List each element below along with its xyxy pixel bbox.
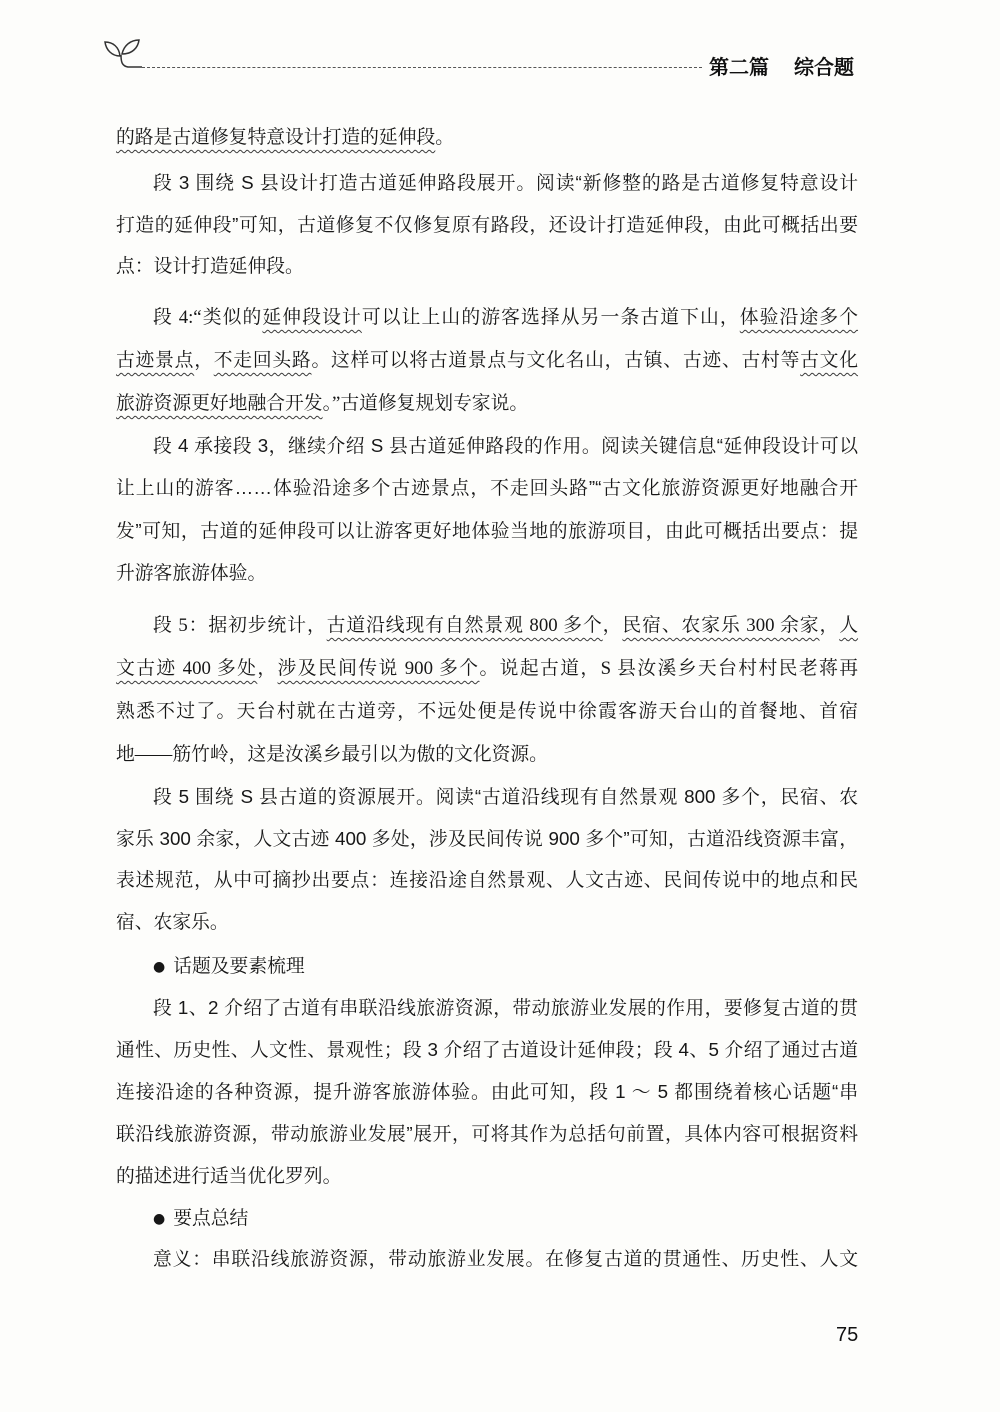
underlined-phrase: 的路是古道修复特意设计打造的延伸段 <box>116 127 436 148</box>
text-segment: ， <box>602 615 623 636</box>
text-line <box>116 204 858 246</box>
text-line <box>116 1238 858 1280</box>
text-line <box>116 1113 858 1155</box>
text-line <box>116 1155 858 1197</box>
text-segment: 升游客旅游体验。 <box>116 561 267 583</box>
text-segment: 打造的延伸段”可知，古道修复不仅修复原有路段，还设计打造延伸段，由此可概括出要 <box>116 213 858 235</box>
text-line <box>116 1029 858 1071</box>
text-segment: ， <box>819 615 840 636</box>
underlined-phrase: 旅游资源更好地融合开发 <box>116 393 323 414</box>
analysis-paragraph <box>116 1238 858 1280</box>
page-number: 75 <box>836 1324 859 1346</box>
text-line <box>116 733 858 776</box>
text-segment: 宿、农家乐。 <box>116 911 229 933</box>
text-line <box>116 296 858 339</box>
text-line <box>116 987 858 1029</box>
text-segment: ， <box>257 658 278 679</box>
text-segment: 的描述进行适当优化罗列。 <box>116 1165 342 1186</box>
text-segment: 。”古道修复规划专家说。 <box>322 393 529 414</box>
text-line <box>116 776 858 818</box>
section-heading-text: 要点总结 <box>173 1207 249 1228</box>
text-segment: 段 4:“类似的 <box>153 307 263 328</box>
section-heading <box>116 1197 895 1241</box>
text-line <box>116 382 858 425</box>
text-line <box>116 1071 858 1113</box>
text-segment: 段 1、2 介绍了古道有串联沿线旅游资源，带动旅游业发展的作用，要修复古道的贯 <box>153 997 858 1018</box>
text-segment: 。 <box>435 127 455 148</box>
source-excerpt <box>116 604 858 776</box>
source-excerpt <box>116 296 858 425</box>
section-title: 综合题 <box>794 57 854 79</box>
text-line <box>116 859 858 901</box>
sprout-icon <box>102 36 142 70</box>
text-segment: 可以让上山的游客选择从另一条古道下山， <box>361 307 740 328</box>
text-segment: 发”可知，古道的延伸段可以让游客更好地体验当地的旅游项目，由此可概括出要点：提 <box>116 519 858 541</box>
analysis-paragraph <box>116 425 858 594</box>
underlined-phrase: 古迹景点 <box>116 350 195 371</box>
bullet-icon: ● <box>153 1211 166 1227</box>
text-segment: 段 3 围绕 S 县设计打造古道延伸路段展开。阅读“新修整的路是古道修复特意设计 <box>153 172 858 193</box>
text-line <box>116 510 858 552</box>
text-segment: 段 5：据初步统计， <box>153 615 327 636</box>
text-segment: 家乐 300 余家，人文古迹 400 多处，涉及民间传说 900 多个”可知，古道沿线资源丰富， <box>116 827 858 849</box>
text-line <box>116 604 858 647</box>
underlined-phrase: 涉及民间传说 900 多个 <box>277 658 480 679</box>
text-segment: 。这样可以将古道景点与文化名山，古镇、古迹、古村等 <box>311 350 801 371</box>
section-heading-text: 话题及要素梳理 <box>173 955 305 976</box>
underlined-phrase: 人 <box>839 615 859 636</box>
underlined-phrase: 不走回头路 <box>213 350 312 371</box>
analysis-paragraph <box>116 776 858 943</box>
section-heading <box>116 945 895 989</box>
source-excerpt <box>116 117 858 159</box>
text-segment: 地——筋竹岭，这是汝溪乡最引以为傲的文化资源。 <box>116 744 548 765</box>
text-line <box>116 552 858 594</box>
text-segment: 联沿线旅游资源，带动旅游业发展”展开，可将其作为总括句前置，具体内容可根据资料 <box>116 1123 858 1144</box>
text-segment: 表述规范，从中可摘抄出要点：连接沿途自然景观、人文古迹、民间传说中的地点和民 <box>116 869 858 891</box>
text-segment: 连接沿途的各种资源，提升游客旅游体验。由此可知，段 1 ～ 5 都围绕着核心话题“串 <box>116 1081 858 1102</box>
text-line <box>116 647 858 690</box>
header-rule <box>142 67 702 68</box>
text-segment: 让上山的游客……体验沿途多个古迹景点，不走回头路”“古文化旅游资源更好地融合开 <box>116 477 858 499</box>
underlined-phrase: 延伸段设计 <box>262 307 362 328</box>
underlined-phrase: 民宿、农家乐 300 余家 <box>622 615 820 636</box>
bullet-icon: ● <box>153 959 166 975</box>
text-line <box>116 901 858 943</box>
text-segment: 点：设计打造延伸段。 <box>116 255 304 276</box>
text-line <box>116 467 858 509</box>
text-segment: ， <box>194 350 214 371</box>
part-title: 第二篇 <box>709 57 769 79</box>
text-segment: 意义：串联沿线旅游资源，带动旅游业发展。在修复古道的贯通性、历史性、人文 <box>153 1248 858 1269</box>
text-line <box>116 690 858 733</box>
text-segment: 段 5 围绕 S 县古道的资源展开。阅读“古道沿线现有自然景观 800 多个，民宿、农 <box>153 786 858 807</box>
text-line <box>116 425 858 467</box>
text-segment: 熟悉不过了。天台村就在古道旁，不远处便是传说中徐霞客游天台山的首餐地、首宿 <box>116 701 858 722</box>
text-line <box>116 818 858 860</box>
underlined-phrase: 古文化 <box>800 350 859 371</box>
analysis-paragraph <box>116 987 858 1197</box>
text-segment: 通性、历史性、人文性、景观性；段 3 介绍了古道设计延伸段；段 4、5 介绍了通过古道 <box>116 1039 858 1060</box>
underlined-phrase: 文古迹 400 多处 <box>116 658 258 679</box>
text-line <box>116 245 858 287</box>
analysis-paragraph <box>116 162 858 287</box>
underlined-phrase: 体验沿途多个 <box>739 307 859 328</box>
text-segment: 。说起古道，S 县汝溪乡天台村村民老蒋再 <box>479 658 859 679</box>
text-line <box>116 339 858 382</box>
text-segment: 段 4 承接段 3，继续介绍 S 县古道延伸路段的作用。阅读关键信息“延伸段设计可以 <box>153 435 858 456</box>
text-line <box>116 162 858 204</box>
underlined-phrase: 古道沿线现有自然景观 800 多个 <box>326 615 603 636</box>
text-line <box>116 117 858 159</box>
